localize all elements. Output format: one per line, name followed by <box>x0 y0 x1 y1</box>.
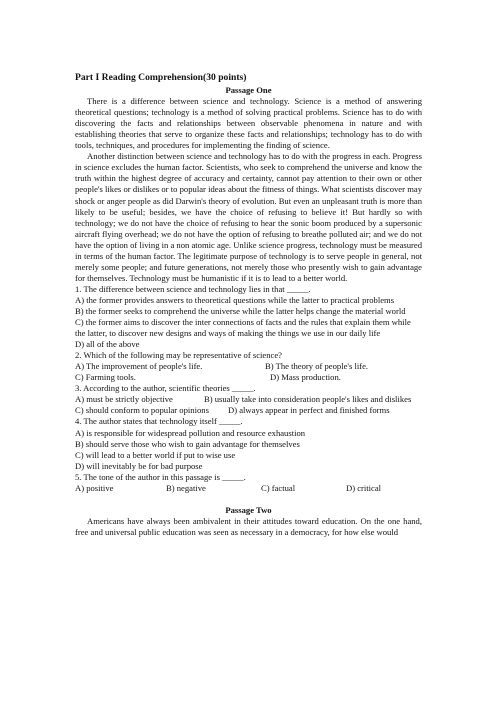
question-3-option-a: A) must be strictly objective <box>75 394 173 405</box>
question-2-option-b: B) The theory of people's life. <box>265 361 369 372</box>
question-4-option-d: D) will inevitably be for bad purpose <box>75 460 203 471</box>
question-3-stem: 3. According to the author, scientific theories _____. <box>75 383 256 394</box>
question-1-option-c: C) the former aims to discover the inter connections of facts and the rules that explain them while the latter, to discover new designs and ways of making the things we use in our daily life <box>75 317 411 339</box>
question-5-option-a: A) positive <box>75 482 114 493</box>
question-1-stem: 1. The difference between science and technology lies in that _____. <box>75 283 311 294</box>
question-2-option-a: A) The improvement of people's life. <box>75 361 203 372</box>
question-1-option-b: B) the former seeks to comprehend the universe while the latter helps change the material world <box>75 305 406 316</box>
passage-two-title: Passage Two <box>225 504 272 515</box>
question-5-options-row <box>75 483 422 494</box>
question-3-options-row-1 <box>75 394 422 405</box>
question-3-options-row-2 <box>75 405 422 416</box>
question-4-option-c: C) will lead to a better world if put to wise use <box>75 449 236 460</box>
document-page <box>75 72 422 538</box>
passage-one-title: Passage One <box>225 85 272 96</box>
part-title: Part I Reading Comprehension(30 points) <box>75 72 247 83</box>
section-spacer <box>75 494 422 505</box>
question-4-option-b: B) should serve those who wish to gain advantage for themselves <box>75 438 300 449</box>
question-3-option-c: C) should conform to popular opinions <box>75 405 209 416</box>
passage-one-paragraph: There is a difference between science and technology. Science is a method of answering theoretical questions; technology is a method of solving practical problems. Science has to do with discovering the facts and relationships between observable phenomena in nature and with establishing theories that serve to organize these facts and relationships; technology has to do with tools, techniques, and procedures for implementing the finding of science. <box>75 96 422 151</box>
question-5-stem: 5. The tone of the author in this passage is _____. <box>75 471 246 482</box>
question-1-option-a: A) the former provides answers to theoretical questions while the latter to practical problems <box>75 294 395 305</box>
question-2-options-row-1 <box>75 361 422 372</box>
question-2-stem: 2. Which of the following may be representative of science? <box>75 350 282 361</box>
question-4-stem: 4. The author states that technology itself _____. <box>75 416 243 427</box>
question-3-option-b: B) usually take into consideration people's likes and dislikes <box>204 394 412 405</box>
question-1-option-d: D) all of the above <box>75 339 140 350</box>
question-5-option-d: D) critical <box>346 482 382 493</box>
question-2-option-d: D) Mass production. <box>270 372 341 383</box>
passage-two-paragraph: Americans have always been ambivalent in their attitudes toward education. On the one hand, free and universal public education was seen as necessary in a democracy, for how else would <box>75 515 422 537</box>
question-2-option-c: C) Farming tools. <box>75 372 136 383</box>
passage-one-paragraph: Another distinction between science and technology has to do with the progress in each. Progress in science excludes the human factor. Scientists, who seek to comprehend the universe and know the truth within the highest degree of accuracy and certainty, cannot pay attention to their own or other people's likes or dislikes or to popular ideas about the fitness of things. What scientists discover may shock or anger people as did Darwin's theory of evolution. But even an unpleasant truth is more than likely to be useful; besides, we have the choice of refusing to believe it! But hardly so with technology; we do not have the choice of refusing to hear the sonic boom produced by a supersonic aircraft flying overhead; we do not have the option of refusing to breathe polluted air; and we do not have the option of living in a non atomic age. Unlike science progress, technology must be measured in terms of the human factor. The legitimate purpose of technology is to serve people in general, not merely some people; and future generations, not merely those who presently wish to gain advantage for themselves. Technology must be humanistic if it is to lead to a better world. <box>75 151 422 283</box>
question-5-option-b: B) negative <box>166 482 206 493</box>
question-4-option-a: A) is responsible for widespread pollution and resource exhaustion <box>75 427 306 438</box>
question-5-option-c: C) factual <box>261 482 296 493</box>
question-3-option-d: D) always appear in perfect and finished forms <box>228 405 390 416</box>
question-2-options-row-2 <box>75 372 422 383</box>
